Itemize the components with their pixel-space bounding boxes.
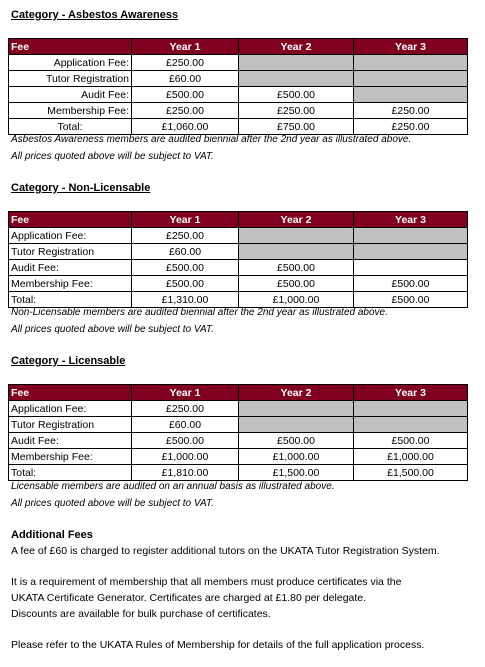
header-fee: Fee <box>9 39 132 55</box>
table-row <box>9 449 468 465</box>
audit-note: Asbestos Awareness members are audited biennial after the 2nd year as illustrated above. <box>11 134 412 145</box>
fee-table-licensable <box>8 384 468 481</box>
table-header-row <box>9 39 468 55</box>
vat-note: All prices quoted above will be subject to VAT. <box>11 498 214 509</box>
year-3-total: £1,500.00 <box>354 465 468 481</box>
header-year-3: Year 3 <box>354 212 468 228</box>
year-1-value: £250.00 <box>132 55 239 71</box>
year-2-value: £250.00 <box>239 103 354 119</box>
header-year-2: Year 2 <box>239 39 354 55</box>
discount-text: Discounts are available for bulk purchase of certificates. <box>11 608 271 620</box>
table-row <box>9 244 468 260</box>
section-title-asbestos: Category - Asbestos Awareness <box>11 9 179 21</box>
row-label: Membership Fee: <box>9 103 132 119</box>
year-3-total: £500.00 <box>354 292 468 308</box>
audit-note: Licensable members are audited on an annual basis as illustrated above. <box>11 481 335 492</box>
year-2-value <box>239 228 354 244</box>
year-1-value: £250.00 <box>132 401 239 417</box>
year-1-value: £500.00 <box>132 87 239 103</box>
year-2-value <box>239 71 354 87</box>
row-label: Audit Fee: <box>9 87 132 103</box>
year-3-value <box>354 228 468 244</box>
row-label: Application Fee: <box>9 228 132 244</box>
year-1-total: £1,310.00 <box>132 292 239 308</box>
header-fee: Fee <box>9 212 132 228</box>
year-1-value: £500.00 <box>132 260 239 276</box>
year-2-value <box>239 401 354 417</box>
audit-note: Non-Licensable members are audited biennial after the 2nd year as illustrated above. <box>11 307 388 318</box>
year-3-value: £500.00 <box>354 433 468 449</box>
row-label: Total: <box>9 465 132 481</box>
additional-fees-title: Additional Fees <box>11 529 93 541</box>
total-row <box>9 465 468 481</box>
table-header-row <box>9 385 468 401</box>
row-label: Total: <box>9 119 132 135</box>
certificate-text-line-2: UKATA Certificate Generator. Certificates are charged at £1.80 per delegate. <box>11 592 367 604</box>
year-3-value <box>354 244 468 260</box>
section-title-non-licensable: Category - Non-Licensable <box>11 182 151 194</box>
row-label: Total: <box>9 292 132 308</box>
certificate-text-line-1: It is a requirement of membership that all members must produce certificates via the <box>11 576 402 588</box>
header-year-3: Year 3 <box>354 385 468 401</box>
table-row <box>9 87 468 103</box>
year-1-value: £60.00 <box>132 417 239 433</box>
table-row <box>9 55 468 71</box>
vat-note: All prices quoted above will be subject to VAT. <box>11 151 214 162</box>
year-2-value: £500.00 <box>239 276 354 292</box>
table-row <box>9 401 468 417</box>
year-3-total: £250.00 <box>354 119 468 135</box>
fee-table-non-licensable <box>8 211 468 308</box>
rules-reference-text: Please refer to the UKATA Rules of Membership for details of the full application process. <box>11 639 425 651</box>
header-year-1: Year 1 <box>132 385 239 401</box>
year-2-total: £1,000.00 <box>239 292 354 308</box>
row-label: Tutor Registration <box>9 71 132 87</box>
year-1-value: £250.00 <box>132 228 239 244</box>
row-label: Tutor Registration <box>9 417 132 433</box>
header-year-2: Year 2 <box>239 385 354 401</box>
year-3-value: £1,000.00 <box>354 449 468 465</box>
row-label: Application Fee: <box>9 55 132 71</box>
row-label: Audit Fee: <box>9 260 132 276</box>
year-3-value <box>354 417 468 433</box>
row-label: Audit Fee: <box>9 433 132 449</box>
year-2-value <box>239 55 354 71</box>
year-2-total: £750.00 <box>239 119 354 135</box>
table-header-row <box>9 212 468 228</box>
year-2-value: £1,000.00 <box>239 449 354 465</box>
year-1-value: £1,000.00 <box>132 449 239 465</box>
year-1-value: £60.00 <box>132 71 239 87</box>
table-row <box>9 433 468 449</box>
header-year-1: Year 1 <box>132 212 239 228</box>
header-year-2: Year 2 <box>239 212 354 228</box>
year-2-value <box>239 244 354 260</box>
year-1-total: £1,810.00 <box>132 465 239 481</box>
table-row <box>9 260 468 276</box>
year-2-total: £1,500.00 <box>239 465 354 481</box>
year-1-value: £500.00 <box>132 433 239 449</box>
tutor-fee-text: A fee of £60 is charged to register additional tutors on the UKATA Tutor Registration System. <box>11 545 440 557</box>
year-2-value: £500.00 <box>239 260 354 276</box>
row-label: Membership Fee: <box>9 449 132 465</box>
year-3-value <box>354 87 468 103</box>
year-1-value: £500.00 <box>132 276 239 292</box>
year-3-value <box>354 55 468 71</box>
year-1-total: £1,060.00 <box>132 119 239 135</box>
table-row <box>9 417 468 433</box>
year-3-value: £500.00 <box>354 276 468 292</box>
year-3-value <box>354 401 468 417</box>
table-row <box>9 228 468 244</box>
header-year-1: Year 1 <box>132 39 239 55</box>
fee-table-asbestos <box>8 38 468 135</box>
year-2-value: £500.00 <box>239 433 354 449</box>
year-1-value: £60.00 <box>132 244 239 260</box>
header-fee: Fee <box>9 385 132 401</box>
table-row <box>9 71 468 87</box>
table-row <box>9 276 468 292</box>
year-3-value <box>354 71 468 87</box>
row-label: Tutor Registration <box>9 244 132 260</box>
year-2-value: £500.00 <box>239 87 354 103</box>
year-3-value: £250.00 <box>354 103 468 119</box>
year-3-value <box>354 260 468 276</box>
year-2-value <box>239 417 354 433</box>
vat-note: All prices quoted above will be subject to VAT. <box>11 324 214 335</box>
row-label: Application Fee: <box>9 401 132 417</box>
year-1-value: £250.00 <box>132 103 239 119</box>
table-row <box>9 103 468 119</box>
section-title-licensable: Category - Licensable <box>11 355 126 367</box>
header-year-3: Year 3 <box>354 39 468 55</box>
row-label: Membership Fee: <box>9 276 132 292</box>
